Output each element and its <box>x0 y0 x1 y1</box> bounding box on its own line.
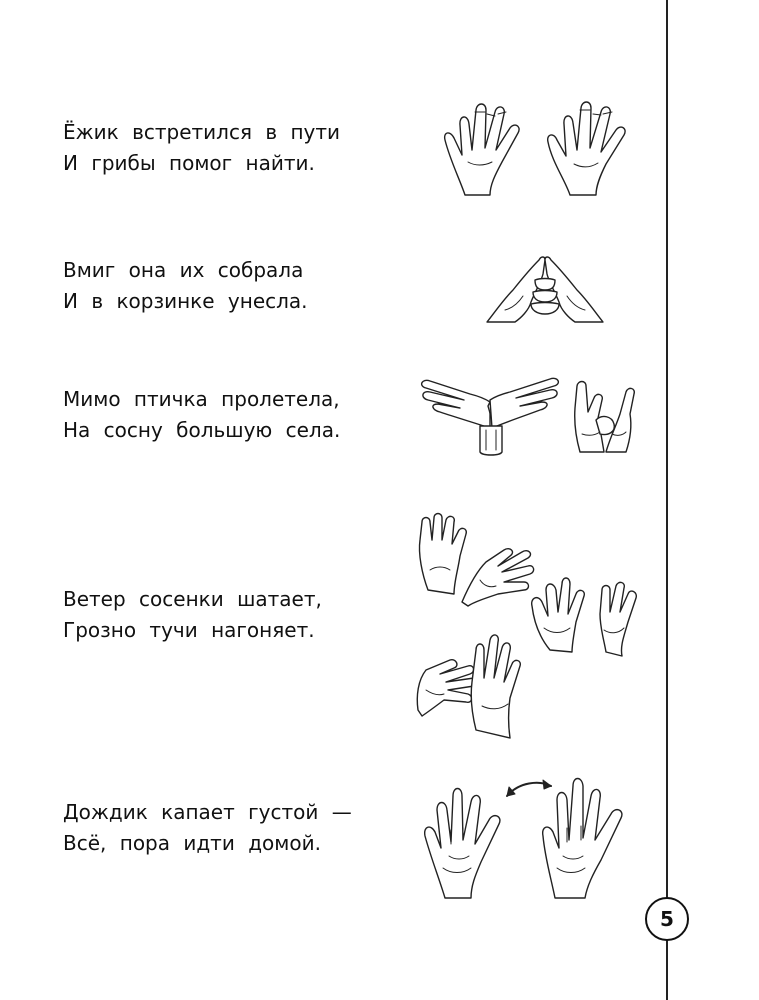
stanza-2-line-2: И в корзинке унесла. <box>63 289 308 313</box>
bird-wings-icon <box>422 378 559 455</box>
stanza-4-line-1: Ветер сосенки шатает, <box>63 587 322 611</box>
stanza-5-line-2: Всё, пора идти домой. <box>63 831 321 855</box>
stanza-3 <box>63 384 340 446</box>
wind-hands-pair-2-icon <box>532 578 637 656</box>
hedgehog-hands-icon <box>440 100 640 200</box>
stanza-4-line-2: Грозно тучи нагоняет. <box>63 618 315 642</box>
page-number: 5 <box>660 907 674 931</box>
stanza-5 <box>63 797 352 859</box>
stanza-1-line-1: Ёжик встретился в пути <box>63 120 341 144</box>
left-hand-icon <box>445 104 519 195</box>
basket-hands-icon <box>485 250 605 325</box>
rain-hands-icon <box>415 770 640 900</box>
wind-hands-pair-1-icon <box>419 514 533 607</box>
stanza-2 <box>63 255 308 317</box>
margin-rule <box>666 0 668 1000</box>
stanza-5-line-1: Дождик капает густой — <box>63 800 352 824</box>
stanza-4 <box>63 584 322 646</box>
bird-hands-icon <box>420 378 645 458</box>
right-hand-icon <box>548 102 625 195</box>
page-number-badge <box>645 897 689 941</box>
stanza-3-line-1: Мимо птичка пролетела, <box>63 387 340 411</box>
left-palm-icon <box>425 789 500 899</box>
wind-hands-icon <box>410 510 640 745</box>
stanza-1 <box>63 117 340 179</box>
stanza-2-line-1: Вмиг она их собрала <box>63 258 304 282</box>
perched-bird-hands-icon <box>575 382 635 453</box>
swap-arrow-icon <box>507 780 551 796</box>
stanza-3-line-2: На сосну большую села. <box>63 418 341 442</box>
wind-hands-pair-3-icon <box>417 635 520 738</box>
right-palm-icon <box>543 779 622 899</box>
stanza-1-line-2: И грибы помог найти. <box>63 151 315 175</box>
